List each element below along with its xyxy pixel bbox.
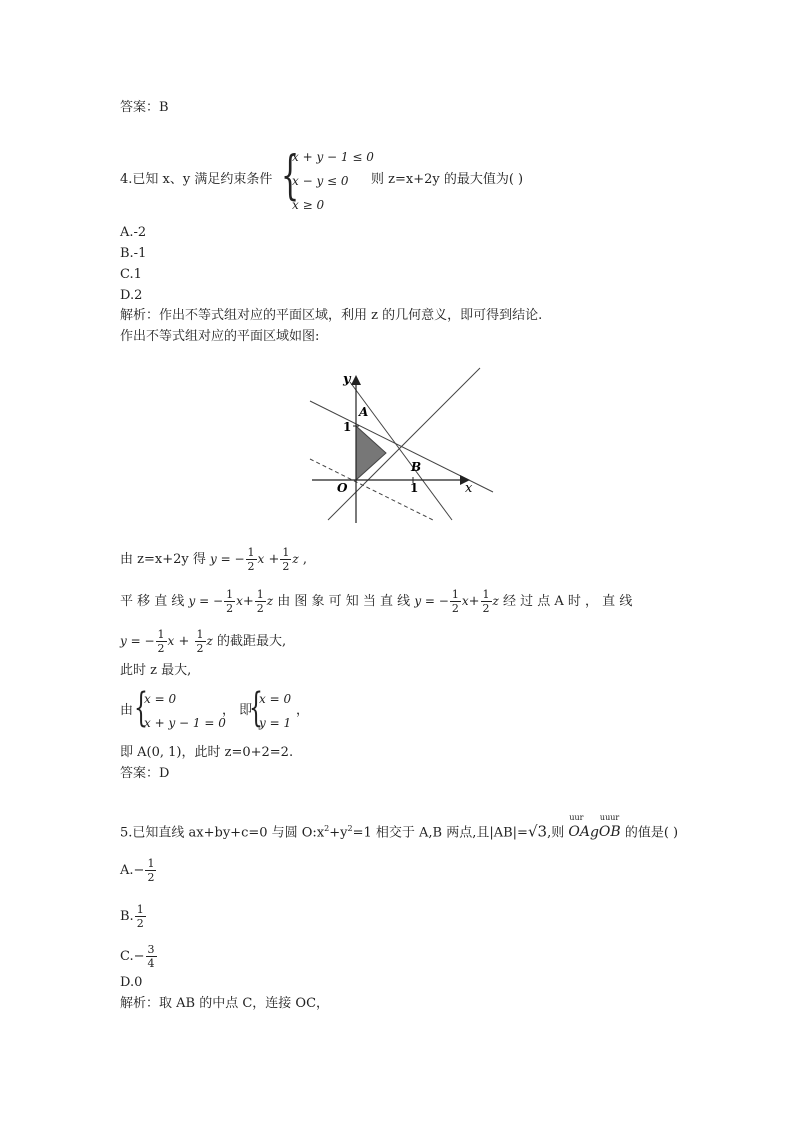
q4-step5-end: ， xyxy=(296,703,310,718)
fraction: $\frac{1}{2}$ xyxy=(247,546,255,573)
q4-step5-mid: ， 即 xyxy=(222,703,253,718)
q4-step5-prefix: 由 xyxy=(120,703,134,718)
q5-analysis: 解析：取 AB 的中点 C，连接 OC， xyxy=(120,996,330,1011)
x-axis-label: x xyxy=(465,481,473,496)
q4-step1: 由 z=x+2y 得 y = − $\frac{1}{2}$ x + $\frac{1}{2}$ z , xyxy=(120,546,307,573)
constraint-3: x ≥ 0 xyxy=(292,198,325,212)
q5-option-b: B. $\frac{1}{2}$ xyxy=(120,903,144,930)
q4-step4: 此时 z 最大, xyxy=(120,663,192,678)
q5-option-c: C.− $\frac{3}{4}$ xyxy=(120,943,155,970)
vector-oa: uur OA xyxy=(568,813,590,841)
q4-option-c: C.1 xyxy=(120,267,142,282)
fraction: $\frac{1}{2}$ xyxy=(157,628,165,655)
fraction: $\frac{3}{4}$ xyxy=(147,943,155,970)
fraction: $\frac{1}{2}$ xyxy=(196,628,204,655)
point-a-label: A xyxy=(359,405,369,419)
q4-option-a: A.-2 xyxy=(120,225,147,240)
fraction: $\frac{1}{2}$ xyxy=(136,903,144,930)
system-a: x = 0 x + y − 1 = 0 xyxy=(144,692,226,730)
constraint-system xyxy=(292,145,374,217)
step1-prefix: 由 z=x+2y 得 xyxy=(120,552,206,567)
q4-stem-suffix: 则 z=x+2y 的最大值为( ) xyxy=(371,172,524,187)
q4-analysis-1: 解析：作出不等式组对应的平面区域，利用 z 的几何意义，即可得到结论. xyxy=(120,308,543,323)
q4-option-b: B.-1 xyxy=(120,246,147,261)
vector-ob: uuur OB xyxy=(598,813,621,841)
constraint-2: x − y ≤ 0 xyxy=(292,174,349,188)
sqrt-three: √3 xyxy=(527,822,548,841)
q4-step2: 平 移 直 线 y = − $\frac{1}{2}$ x+ $\frac{1}{2}$ z 由 图 象 可 知 当 直 线 y = − $\frac{1}{2}$ x+ $\frac{1}{2}$ z 经 过 点 A 时 ， 直 线 xyxy=(120,588,633,615)
feasible-region-graph xyxy=(300,365,500,527)
constraint-brace: { xyxy=(281,146,300,206)
q4-option-d: D.2 xyxy=(120,288,143,303)
system-b: x = 0 y = 1 xyxy=(259,692,292,730)
system-a-brace: { xyxy=(134,685,148,731)
constraint-1: x + y − 1 ≤ 0 xyxy=(292,150,374,164)
fraction: $\frac{1}{2}$ xyxy=(282,546,290,573)
feasible-region xyxy=(356,426,386,480)
q4-answer: 答案：D xyxy=(120,766,170,781)
system-b-brace: { xyxy=(249,685,263,731)
q5-stem: 5.已知直线 ax+by+c=0 与圆 $O:x^2+y^2=1$ 相交于 A,B 两点,且|AB|=√3,则 uur OAg uuur OB 的值是( ) xyxy=(120,813,679,841)
y-axis-arrow xyxy=(351,375,361,385)
fraction: $\frac{1}{2}$ xyxy=(482,588,490,615)
q5-option-d: D.0 xyxy=(120,975,143,990)
origin-label: O xyxy=(337,481,348,495)
q4-stem-prefix: 4.已知 x、y 满足约束条件 xyxy=(120,172,273,187)
q5-option-a: A.− $\frac{1}{2}$ xyxy=(120,857,155,884)
line-y-eq-x xyxy=(328,368,480,520)
fraction: $\frac{1}{2}$ xyxy=(147,857,155,884)
q4-step6: 即 A(0, 1)，此时 z=0+2=2. xyxy=(120,745,294,760)
point-b-label: B xyxy=(411,460,422,474)
x-tick-1-label: 1 xyxy=(410,481,419,495)
step1-eq: y = − xyxy=(210,552,245,566)
q4-analysis-2: 作出不等式组对应的平面区域如图: xyxy=(120,329,320,344)
q4-step3: y = − $\frac{1}{2}$ x + $\frac{1}{2}$ z 的截距最大, xyxy=(120,628,287,655)
fraction: $\frac{1}{2}$ xyxy=(256,588,264,615)
y-axis-label: y xyxy=(343,372,351,387)
fraction: $\frac{1}{2}$ xyxy=(226,588,234,615)
y-tick-1-label: 1 xyxy=(343,420,352,434)
fraction: $\frac{1}{2}$ xyxy=(451,588,459,615)
previous-answer: 答案：B xyxy=(120,100,169,115)
